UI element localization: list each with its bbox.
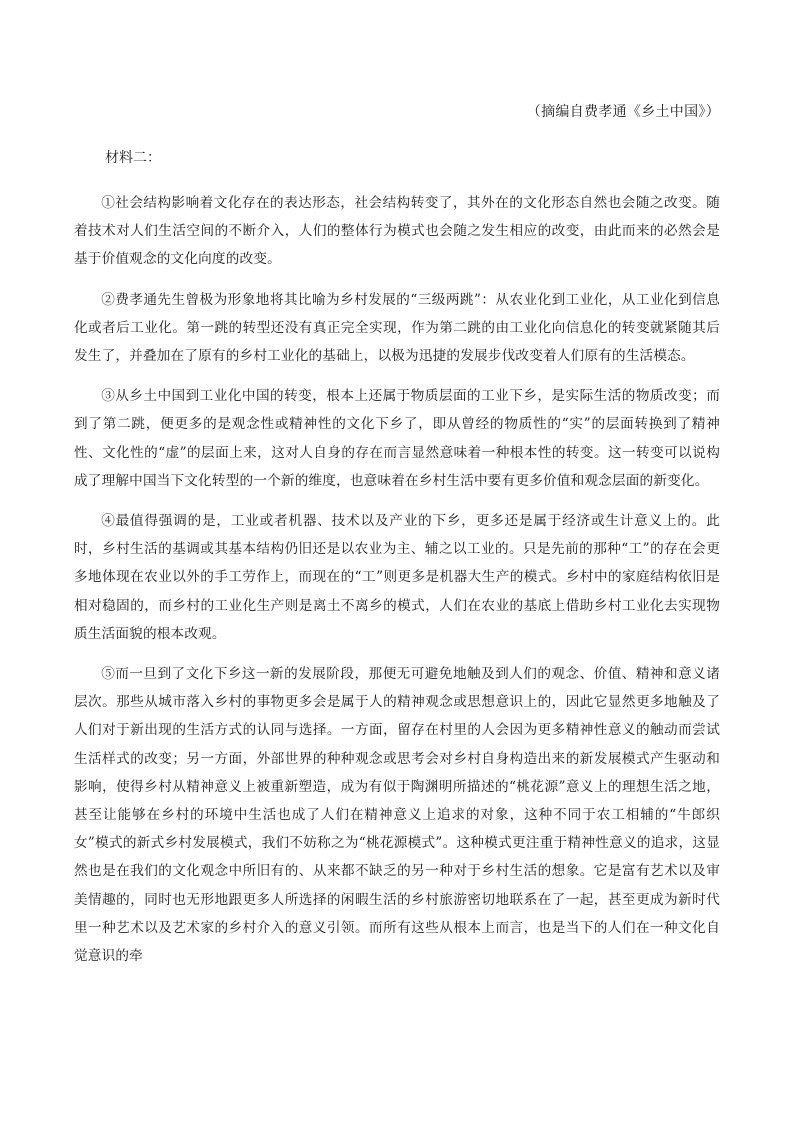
paragraph-2: ②费孝通先生曾极为形象地将其比喻为乡村发展的“三级两跳”：从农业化到工业化，从工业化到信息化或者后工业化。第一跳的转型还没有真正完全实现，作为第二跳的由工业化向信息化的转变就紧随其后发生了，并叠加在了原有的乡村工业化的基础上，以极为迅捷的发展步伐改变着人们原有的生活模态。 [74,291,720,365]
paragraph-1: ①社会结构影响着文化存在的表达形态，社会结构转变了，其外在的文化形态自然也会随之改变。随着技术对人们生活空间的不断介入，人们的整体行为模式也会随之发生相应的改变，由此而来的必然会是基于价值观念的文化向度的改变。 [74,195,720,268]
paragraph-4: ④最值得强调的是，工业或者机器、技术以及产业的下乡，更多还是属于经济或生计意义上的。此时，乡村生活的基调或其基本结构仍旧还是以农业为主、辅之以工业的。只是先前的那种“工”的存在会更多地体现在农业以外的手工劳作上，而现在的“工”则更多是机器大生产的模式。乡村中的家庭结构依旧是相对稳固的，而乡村的工业化生产则是离土不离乡的模式，人们在农业的基底上借助乡村工业化去实现物质生活面貌的根本改观。 [74,513,720,642]
paragraph-5: ⑤而一旦到了文化下乡这一新的发展阶段，那便无可避免地触及到人们的观念、价值、精神和意义诸层次。那些从城市落入乡村的事物更多会是属于人的精神观念或思想意识上的，因此它显然更多地触及了人们对于新出现的生活方式的认同与选择。一方面，留存在村里的人会因为更多精神性意义的触动而尝试生活样式的改变；另一方面，外部世界的种种观念或思考会对乡村自身构造出来的新发展模式产生驱动和影响，使得乡村从精神意义上被重新塑造，成为有似于陶渊明所描述的“桃花源”意义上的理想生活之地，甚至让能够在乡村的环境中生活也成了人们在精神意义上追求的对象，这种不同于农工相辅的“牛郎织女”模式的新式乡村发展模式，我们不妨称之为“桃花源模式”。这种模式更注重于精神性意义的追求，这显然也是在我们的文化观念中所旧有的、从来都不缺乏的另一种对于乡村生活的想象。它是富有艺术以及审美情趣的，同时也无形地跟更多人所选择的闲暇生活的乡村旅游密切地联系在了一起，甚至更成为新时代里一种艺术以及艺术家的乡村介入的意义引领。而所有这些从根本上而言，也是当下的人们在一种文化自觉意识的牵 [74,666,720,965]
paragraph-3: ③从乡土中国到工业化中国的转变，根本上还属于物质层面的工业下乡，是实际生活的物质改变；而到了第二跳，便更多的是观念性或精神性的文化下乡了，即从曾经的物质性的“实”的层面转换到了精神性、文化性的“虚”的层面上来，这对人自身的存在而言显然意味着一种根本性的转变。这一转变可以说构成了理解中国当下文化转型的一个新的维度，也意味着在乡村生活中要有更多价值和观念层面的新变化。 [74,388,720,489]
article-body [74,189,720,982]
material-heading: 材料二： [105,150,161,166]
source-citation: （摘编自费孝通《乡土中国》） [526,104,720,120]
